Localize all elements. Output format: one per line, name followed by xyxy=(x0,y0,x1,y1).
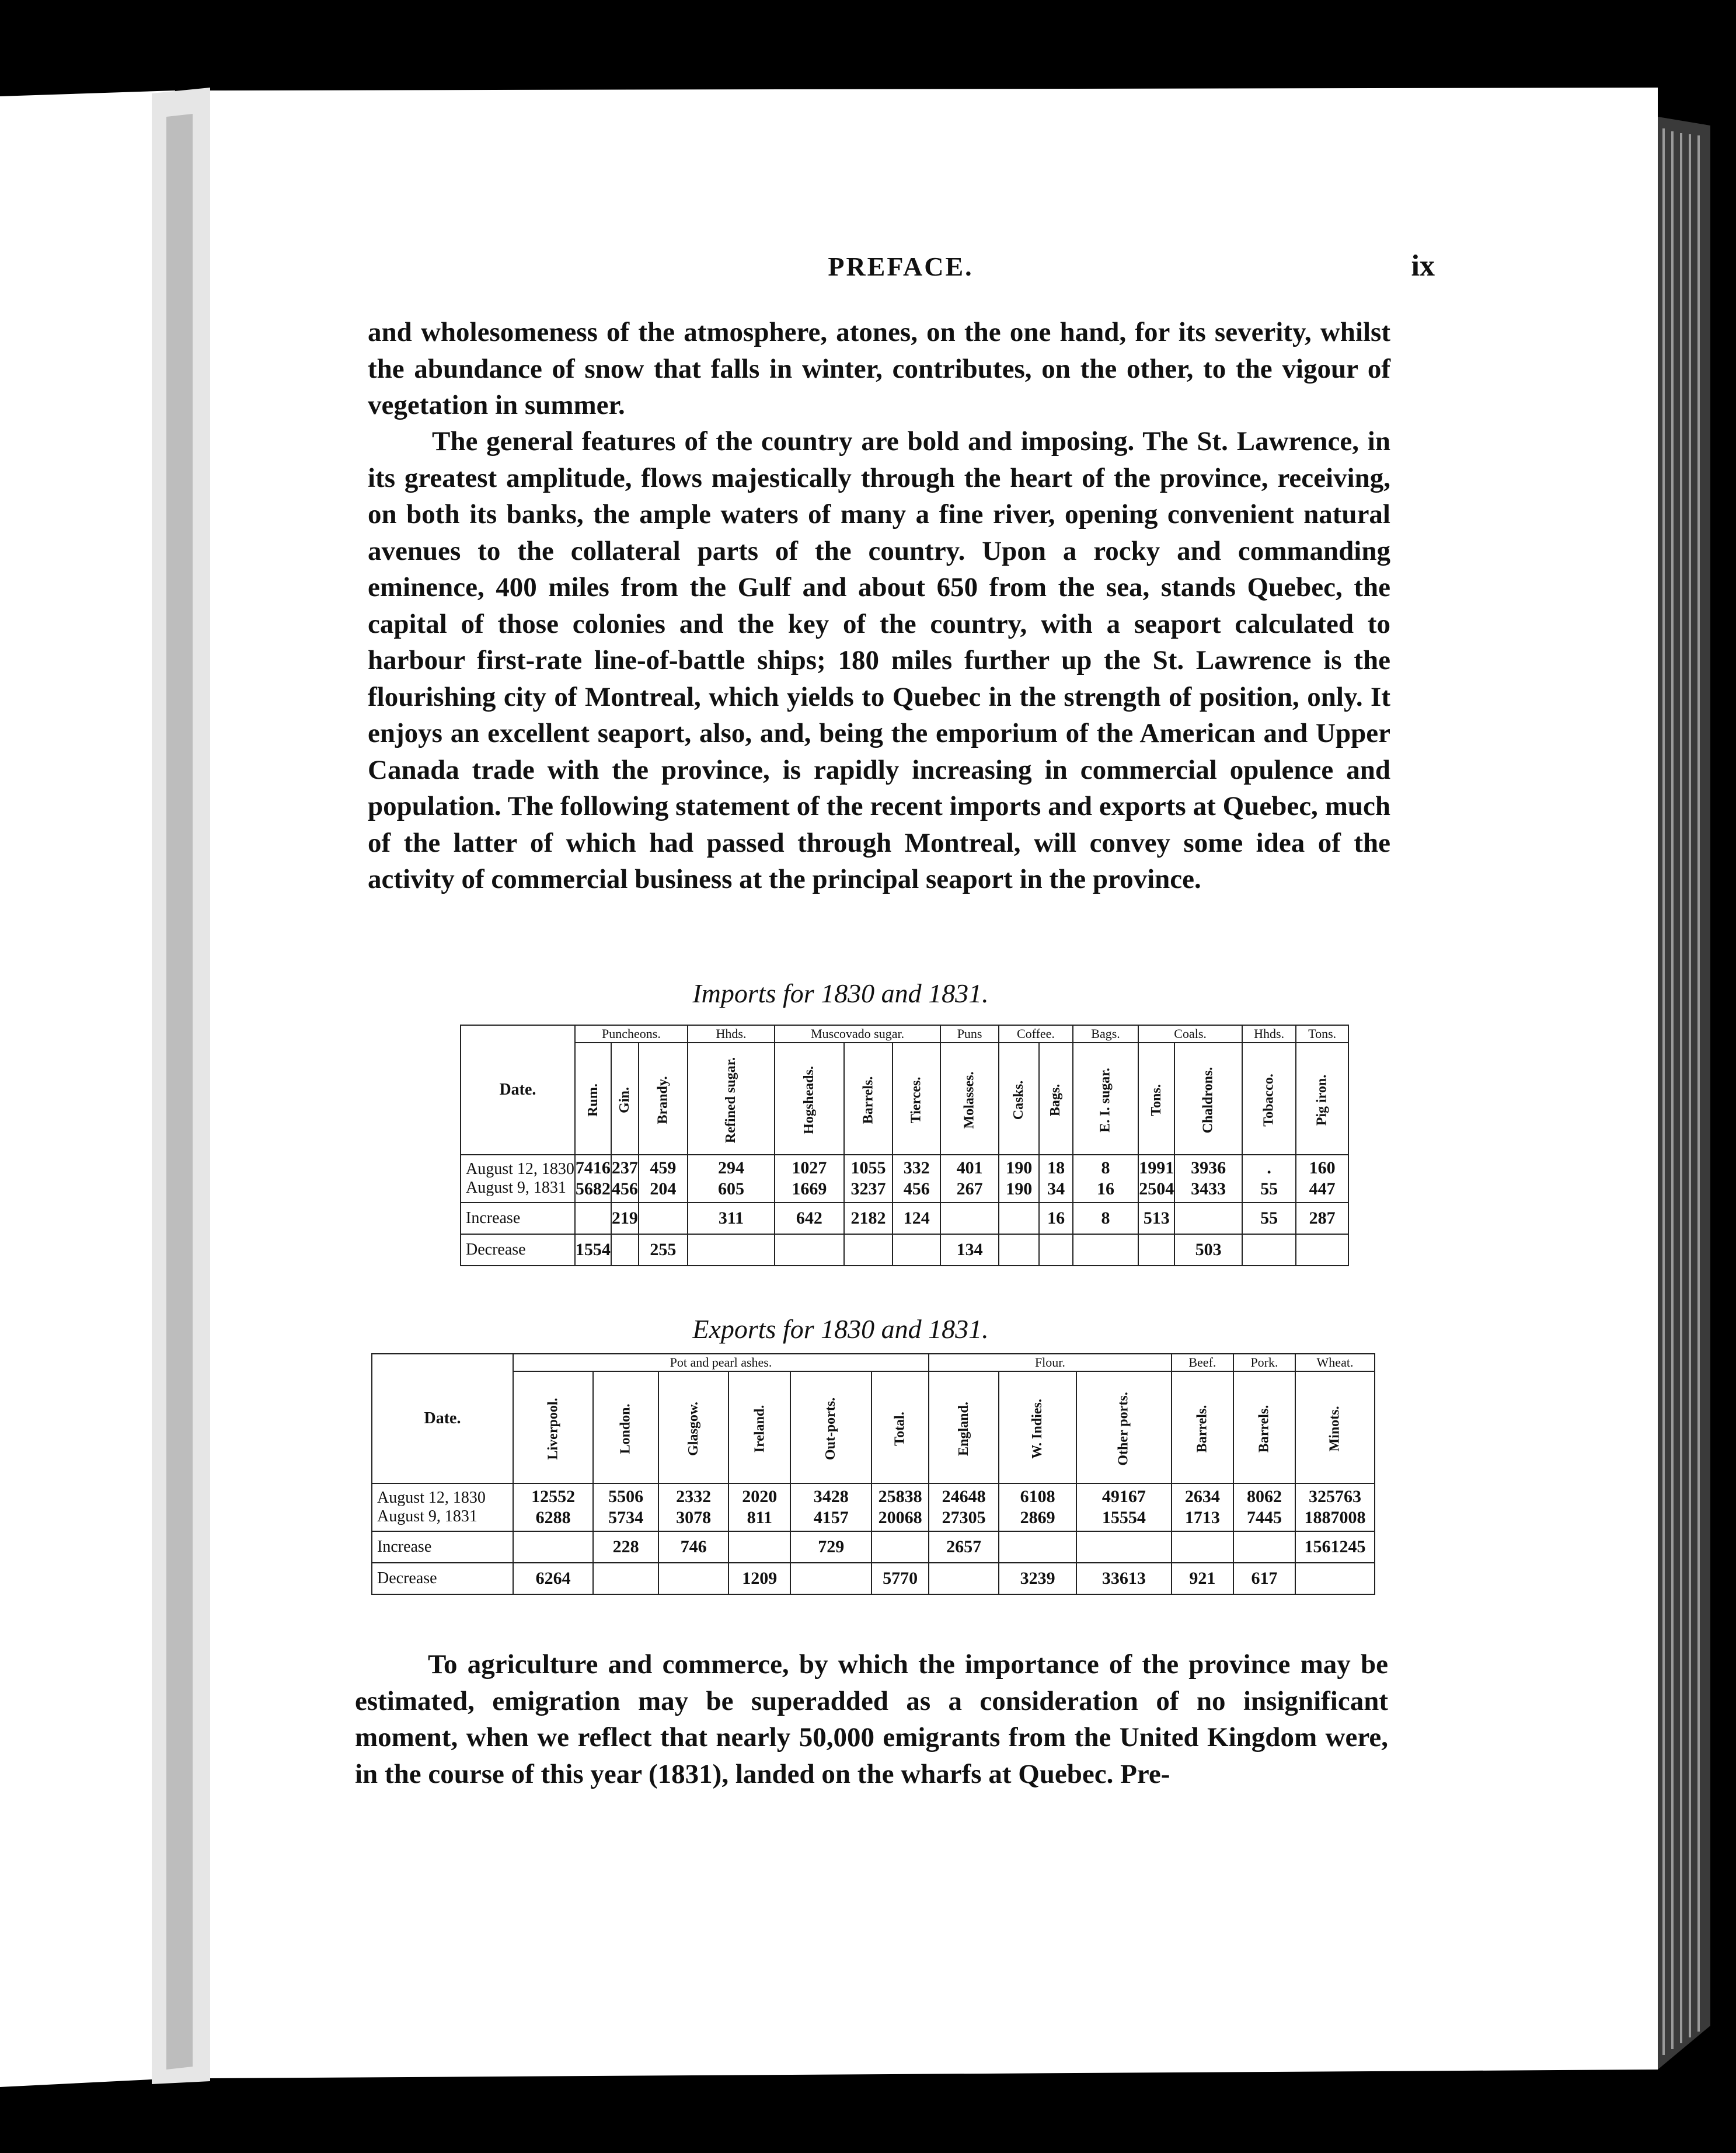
paragraph-emigration: To agriculture and commerce, by which the importance of the province may be estimated, emigration may be superadded as a consideration of no insignificant moment, when we reflect that nearly 50,000 emigrants from the United Kingdom were, in the course of this year (1831), landed on the wharfs at Quebec. Pre- xyxy=(355,1649,1388,1789)
table-cell xyxy=(1233,1483,1295,1531)
column-header-row xyxy=(372,1371,1375,1483)
cell-value: 55 xyxy=(1260,1179,1278,1199)
column-header-label: Gin. xyxy=(616,1087,632,1113)
cell-value: 267 xyxy=(956,1179,983,1199)
column-header xyxy=(1295,1371,1375,1483)
decrease-cell xyxy=(1039,1234,1072,1266)
increase-cell: 1561245 xyxy=(1295,1531,1375,1563)
column-header xyxy=(790,1371,872,1483)
column-header-label: Pig iron. xyxy=(1314,1074,1330,1126)
column-header-label: E. I. sugar. xyxy=(1097,1068,1113,1133)
increase-cell: 124 xyxy=(893,1203,940,1234)
table-row xyxy=(461,1155,1348,1203)
column-header-label: W. Indies. xyxy=(1030,1399,1045,1459)
exports-table xyxy=(371,1353,1375,1595)
table-cell xyxy=(1174,1155,1242,1203)
cell-value: 34 xyxy=(1047,1179,1065,1199)
cell-value: 401 xyxy=(956,1158,983,1177)
table-cell xyxy=(872,1483,929,1531)
column-header xyxy=(1076,1371,1172,1483)
group-header: Coffee. xyxy=(999,1025,1073,1043)
group-header: Pork. xyxy=(1233,1354,1295,1371)
increase-cell: 2657 xyxy=(929,1531,999,1563)
decrease-cell xyxy=(593,1563,658,1594)
column-header-label: Bags. xyxy=(1048,1084,1064,1117)
table-cell xyxy=(775,1155,844,1203)
cell-value: 237 xyxy=(611,1158,638,1177)
table-cell xyxy=(1295,1483,1375,1531)
cell-value: 447 xyxy=(1309,1179,1336,1199)
cell-value: 456 xyxy=(903,1179,930,1199)
cell-value: 332 xyxy=(903,1158,930,1177)
page-number: ix xyxy=(1411,249,1435,283)
row-date: August 12, 1830 xyxy=(377,1489,486,1507)
group-header: Coals. xyxy=(1138,1025,1242,1043)
increase-cell: 287 xyxy=(1296,1203,1348,1234)
cell-value: 2504 xyxy=(1139,1179,1174,1199)
cell-value: 1669 xyxy=(792,1179,827,1199)
cell-value: 811 xyxy=(747,1508,772,1527)
cell-value: 5682 xyxy=(575,1179,611,1199)
column-header xyxy=(1242,1043,1296,1155)
cell-value: 2020 xyxy=(742,1487,778,1506)
decrease-cell: 921 xyxy=(1172,1563,1233,1594)
cell-value: 18 xyxy=(1047,1158,1065,1177)
increase-cell xyxy=(1174,1203,1242,1234)
cell-value: 1055 xyxy=(850,1158,886,1177)
cell-value: 8 xyxy=(1101,1158,1110,1177)
cell-value: 2634 xyxy=(1184,1487,1220,1506)
column-header xyxy=(1233,1371,1295,1483)
table-cell xyxy=(593,1483,658,1531)
row-date: August 9, 1831 xyxy=(466,1179,566,1197)
column-header xyxy=(639,1043,688,1155)
increase-cell: 2182 xyxy=(844,1203,893,1234)
running-title: PREFACE. xyxy=(828,252,974,281)
column-header-label: Minots. xyxy=(1327,1406,1343,1452)
column-header xyxy=(872,1371,929,1483)
column-header-label: Barrels. xyxy=(1256,1405,1272,1453)
cell-value: 12552 xyxy=(531,1487,576,1506)
column-header-label: Brandy. xyxy=(655,1076,671,1124)
cell-value: 27305 xyxy=(942,1508,986,1527)
cell-value: 49167 xyxy=(1101,1487,1146,1506)
decrease-label: Decrease xyxy=(461,1234,575,1266)
column-header xyxy=(1138,1043,1174,1155)
cell-value: 5734 xyxy=(608,1508,644,1527)
decrease-cell: 1554 xyxy=(575,1234,611,1266)
decrease-cell xyxy=(1296,1234,1348,1266)
column-header xyxy=(593,1371,658,1483)
row-date: August 9, 1831 xyxy=(377,1507,477,1525)
table-cell xyxy=(1076,1483,1172,1531)
column-header-label: Tierces. xyxy=(908,1076,924,1124)
increase-cell xyxy=(575,1203,611,1234)
column-header-label: Chaldrons. xyxy=(1200,1067,1216,1134)
column-header-label: Refined sugar. xyxy=(723,1057,739,1144)
row-label xyxy=(461,1155,575,1203)
table-cell xyxy=(844,1155,893,1203)
increase-cell: 746 xyxy=(658,1531,728,1563)
decrease-cell: 5770 xyxy=(872,1563,929,1594)
cell-value: 190 xyxy=(1006,1158,1033,1177)
table-cell xyxy=(1073,1155,1138,1203)
group-header: Beef. xyxy=(1172,1354,1233,1371)
cell-value: 3428 xyxy=(813,1487,849,1506)
increase-cell xyxy=(728,1531,790,1563)
cell-value: 7416 xyxy=(575,1158,611,1177)
cell-value: 294 xyxy=(718,1158,744,1177)
group-header-row xyxy=(372,1354,1375,1371)
decrease-label: Decrease xyxy=(372,1563,513,1594)
column-header xyxy=(1073,1043,1138,1155)
exports-caption: Exports for 1830 and 1831. xyxy=(692,1314,989,1344)
increase-cell xyxy=(940,1203,999,1234)
group-header: Hhds. xyxy=(688,1025,775,1043)
cell-value: 3078 xyxy=(676,1508,712,1527)
increase-cell xyxy=(1076,1531,1172,1563)
increase-cell xyxy=(872,1531,929,1563)
cell-value: 4157 xyxy=(813,1508,849,1527)
date-header: Date. xyxy=(461,1025,575,1155)
increase-cell xyxy=(999,1203,1039,1234)
column-header xyxy=(999,1043,1039,1155)
column-header xyxy=(893,1043,940,1155)
table-cell xyxy=(929,1483,999,1531)
cell-value: 8062 xyxy=(1246,1487,1282,1506)
group-header: Puns xyxy=(940,1025,999,1043)
column-header xyxy=(513,1371,593,1483)
cell-value: 5506 xyxy=(608,1487,644,1506)
column-header xyxy=(1174,1043,1242,1155)
cell-value: 2332 xyxy=(676,1487,712,1506)
column-header xyxy=(1172,1371,1233,1483)
column-header-label: Barrels. xyxy=(860,1076,876,1124)
increase-cell xyxy=(1172,1531,1233,1563)
decrease-cell xyxy=(999,1234,1039,1266)
cell-value: 3237 xyxy=(850,1179,886,1199)
imports-table xyxy=(460,1025,1349,1266)
column-header xyxy=(775,1043,844,1155)
table-cell xyxy=(790,1483,872,1531)
increase-row xyxy=(372,1531,1375,1563)
group-header: Flour. xyxy=(929,1354,1172,1371)
column-header xyxy=(844,1043,893,1155)
decrease-cell xyxy=(893,1234,940,1266)
cell-value: 6108 xyxy=(1020,1487,1055,1506)
decrease-cell xyxy=(790,1563,872,1594)
group-header: Muscovado sugar. xyxy=(775,1025,940,1043)
column-header-label: Barrels. xyxy=(1194,1405,1210,1453)
cell-value: 160 xyxy=(1309,1158,1336,1177)
column-header-label: Hogsheads. xyxy=(801,1066,817,1134)
row-label xyxy=(372,1483,513,1531)
decrease-cell xyxy=(1242,1234,1296,1266)
increase-cell: 16 xyxy=(1039,1203,1072,1234)
imports-caption: Imports for 1830 and 1831. xyxy=(692,978,989,1008)
cell-value: 3936 xyxy=(1191,1158,1226,1177)
decrease-row xyxy=(461,1234,1348,1266)
decrease-cell xyxy=(1138,1234,1174,1266)
table-cell xyxy=(1242,1155,1296,1203)
increase-cell: 228 xyxy=(593,1531,658,1563)
decrease-cell xyxy=(929,1563,999,1594)
cell-value: 15554 xyxy=(1101,1508,1146,1527)
cell-value: 1887008 xyxy=(1304,1508,1366,1527)
group-header-row xyxy=(461,1025,1348,1043)
increase-row xyxy=(461,1203,1348,1234)
column-header-label: Molasses. xyxy=(961,1071,977,1129)
cell-value: 25838 xyxy=(878,1487,922,1506)
cell-value: 1027 xyxy=(792,1158,827,1177)
cell-value: 1991 xyxy=(1139,1158,1174,1177)
table-cell xyxy=(639,1155,688,1203)
increase-cell: 55 xyxy=(1242,1203,1296,1234)
cell-value: 605 xyxy=(718,1179,744,1199)
table-cell xyxy=(611,1155,639,1203)
column-header-label: Liverpool. xyxy=(545,1398,561,1460)
decrease-cell xyxy=(775,1234,844,1266)
decrease-cell: 134 xyxy=(940,1234,999,1266)
column-header-label: Out-ports. xyxy=(823,1397,839,1461)
cell-value: 456 xyxy=(611,1179,638,1199)
increase-cell xyxy=(1233,1531,1295,1563)
cell-value: 3433 xyxy=(1191,1179,1226,1199)
column-header-label: Other ports. xyxy=(1115,1392,1131,1466)
increase-cell: 729 xyxy=(790,1531,872,1563)
decrease-cell xyxy=(611,1234,639,1266)
column-header xyxy=(658,1371,728,1483)
group-header: Hhds. xyxy=(1242,1025,1296,1043)
increase-cell xyxy=(999,1531,1076,1563)
table-cell xyxy=(575,1155,611,1203)
column-header xyxy=(999,1371,1076,1483)
increase-cell: 219 xyxy=(611,1203,639,1234)
decrease-cell xyxy=(688,1234,775,1266)
group-header: Tons. xyxy=(1296,1025,1348,1043)
increase-label: Increase xyxy=(461,1203,575,1234)
column-header-label: Casks. xyxy=(1011,1080,1027,1120)
running-head xyxy=(367,251,1435,298)
column-header-row xyxy=(461,1043,1348,1155)
paragraph-continuation: and wholesomeness of the atmosphere, atones, on the one hand, for its severity, whilst the abundance of snow that falls in winter, contributes, on the other, to the vigour of vegetation in summer. xyxy=(368,317,1390,420)
increase-cell xyxy=(639,1203,688,1234)
cell-value: 16 xyxy=(1097,1179,1115,1199)
column-header-label: Ireland. xyxy=(751,1405,767,1453)
date-header: Date. xyxy=(372,1354,513,1483)
cell-value: 204 xyxy=(650,1179,677,1199)
column-header-label: London. xyxy=(618,1403,633,1454)
row-date: August 12, 1830 xyxy=(466,1160,574,1178)
increase-cell xyxy=(513,1531,593,1563)
group-header: Bags. xyxy=(1073,1025,1138,1043)
decrease-cell: 3239 xyxy=(999,1563,1076,1594)
cell-value: 1713 xyxy=(1184,1508,1220,1527)
decrease-cell: 503 xyxy=(1174,1234,1242,1266)
table-cell xyxy=(999,1155,1039,1203)
decrease-cell: 617 xyxy=(1233,1563,1295,1594)
decrease-cell: 6264 xyxy=(513,1563,593,1594)
cell-value: 459 xyxy=(650,1158,677,1177)
group-header: Wheat. xyxy=(1295,1354,1375,1371)
increase-cell: 642 xyxy=(775,1203,844,1234)
decrease-cell xyxy=(658,1563,728,1594)
column-header-label: Glasgow. xyxy=(685,1402,701,1456)
cell-value: 6288 xyxy=(535,1508,571,1527)
column-header xyxy=(1296,1043,1348,1155)
column-header-label: Total. xyxy=(892,1412,908,1446)
increase-label: Increase xyxy=(372,1531,513,1563)
table-cell xyxy=(940,1155,999,1203)
cell-value: 24648 xyxy=(942,1487,986,1506)
table-cell xyxy=(658,1483,728,1531)
column-header xyxy=(1039,1043,1072,1155)
increase-cell: 311 xyxy=(688,1203,775,1234)
table-cell xyxy=(728,1483,790,1531)
decrease-cell xyxy=(1073,1234,1138,1266)
paragraph-country-features: The general features of the country are bold and imposing. The St. Lawrence, in its greatest amplitude, flows majestically through the heart of the province, receiving, on both its banks, the ample waters of many a fine river, opening convenient natural avenues to the collateral parts of the country. Upon a rocky and commanding eminence, 400 miles from the Gulf and about 650 from the sea, stands Quebec, the capital of those colonies and the key of the country, with a seaport calculated to harbour first-rate line-of-battle ships; 180 miles further up the St. Lawrence is the flourishing city of Montreal, which yields to Quebec in the strength of position, only. It enjoys an excellent seaport, also, and, being the emporium of the American and Upper Canada trade with the province, is rapidly increasing in commercial opulence and population. The following statement of the recent imports and exports at Quebec, much of the latter of which had passed through Montreal, will convey some idea of the activity of commercial business at the principal seaport in the province. xyxy=(368,426,1390,894)
table-cell xyxy=(513,1483,593,1531)
column-header-label: Rum. xyxy=(585,1084,601,1117)
table-cell xyxy=(1296,1155,1348,1203)
column-header xyxy=(688,1043,775,1155)
column-header-label: England. xyxy=(956,1402,971,1456)
cell-value: 20068 xyxy=(878,1508,922,1527)
column-header xyxy=(575,1043,611,1155)
table-cell xyxy=(999,1483,1076,1531)
column-header xyxy=(611,1043,639,1155)
column-header-label: Tons. xyxy=(1148,1084,1164,1116)
cell-value: 2869 xyxy=(1020,1508,1055,1527)
table-cell xyxy=(1138,1155,1174,1203)
increase-cell: 8 xyxy=(1073,1203,1138,1234)
cell-value: 190 xyxy=(1006,1179,1033,1199)
decrease-cell: 1209 xyxy=(728,1563,790,1594)
decrease-cell xyxy=(844,1234,893,1266)
table-cell xyxy=(1039,1155,1072,1203)
decrease-cell xyxy=(1295,1563,1375,1594)
cell-value: 7445 xyxy=(1246,1508,1282,1527)
group-header: Pot and pearl ashes. xyxy=(513,1354,929,1371)
decrease-row xyxy=(372,1563,1375,1594)
column-header-label: Tobacco. xyxy=(1261,1074,1277,1127)
column-header xyxy=(728,1371,790,1483)
increase-cell: 513 xyxy=(1138,1203,1174,1234)
group-header: Puncheons. xyxy=(575,1025,688,1043)
table-row xyxy=(372,1483,1375,1531)
column-header xyxy=(940,1043,999,1155)
column-header xyxy=(929,1371,999,1483)
cell-value: . xyxy=(1267,1158,1271,1177)
table-cell xyxy=(688,1155,775,1203)
decrease-cell: 255 xyxy=(639,1234,688,1266)
table-cell xyxy=(893,1155,940,1203)
table-cell xyxy=(1172,1483,1233,1531)
decrease-cell: 33613 xyxy=(1076,1563,1172,1594)
cell-value: 325763 xyxy=(1309,1487,1361,1506)
